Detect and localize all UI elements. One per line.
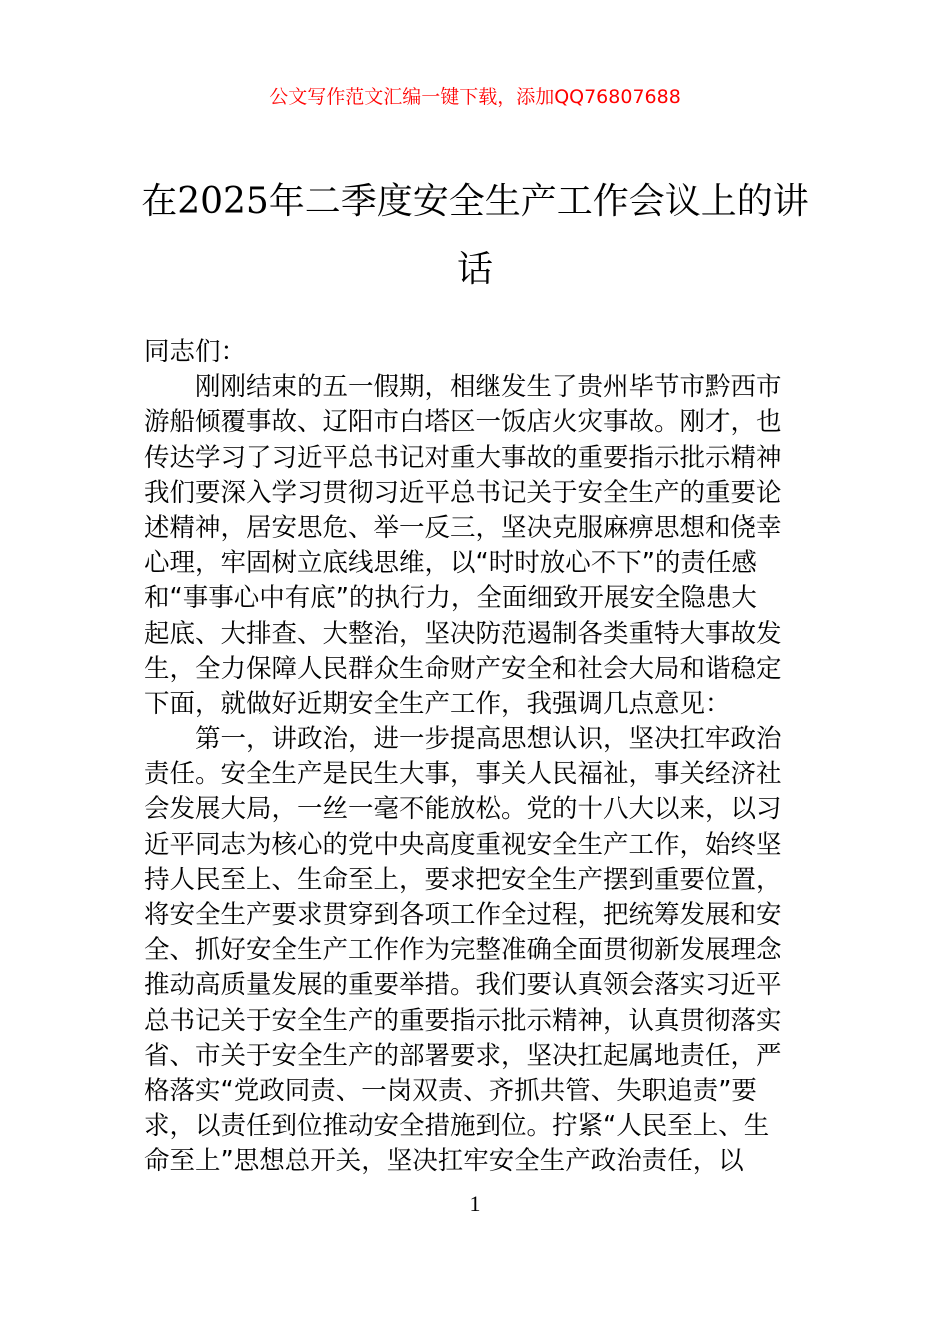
paragraph-line: 起底、大排查、大整治，坚决防范遏制各类重特大事故发 [144,618,782,649]
salutation: 同志们： [144,337,247,367]
paragraph-line: 下面，就做好近期安全生产工作，我强调几点意见： [144,688,731,719]
paragraph-line: 心理，牢固树立底线思维，以“时时放心不下”的责任感 [144,548,757,579]
paragraph-line: 我们要深入学习贯彻习近平总书记关于安全生产的重要论 [144,477,782,508]
paragraph-line: 传达学习了习近平总书记对重大事故的重要指示批示精神 [144,442,782,473]
paragraph-line: 近平同志为核心的党中央高度重视安全生产工作，始终坚 [144,829,782,860]
paragraph-line: 和“事事心中有底”的执行力，全面细致开展安全隐患大 [144,583,757,614]
document-body [144,335,808,1180]
paragraph-line: 总书记关于安全生产的重要指示批示精神，认真贯彻落实 [144,1005,782,1036]
paragraph-line: 将安全生产要求贯穿到各项工作全过程，把统筹发展和安 [144,900,782,930]
paragraph-line: 生，全力保障人民群众生命财产安全和社会大局和谐稳定 [144,653,782,684]
paragraph-line: 求，以责任到位推动安全措施到位。拧紧“人民至上、生 [144,1111,770,1142]
paragraph-line: 格落实“党政同责、一岗双责、齐抓共管、失职追责”要 [144,1075,757,1106]
paragraph-line: 游船倾覆事故、辽阳市白塔区一饭店火灾事故。刚才，也 [144,407,782,438]
paragraph-line: 第一，讲政治，进一步提高思想认识，坚决扛牢政治 [195,724,782,755]
paragraph-line: 推动高质量发展的重要举措。我们要认真领会落实习近平 [144,970,782,1001]
paragraph-line: 省、市关于安全生产的部署要求，坚决扛起属地责任，严 [144,1040,782,1071]
title-line: 话 [456,249,493,290]
paragraph-line: 述精神，居安思危、举一反三，坚决克服麻痹思想和侥幸 [144,512,782,543]
paragraph-line: 持人民至上、生命至上，要求把安全生产摆到重要位置， [144,864,782,895]
paragraph-line: 命至上”思想总开关，坚决扛牢安全生产政治责任，以 [144,1146,744,1177]
paragraph-line: 全、抓好安全生产工作作为完整准确全面贯彻新发展理念 [144,935,782,966]
page-number: 1 [469,1191,481,1216]
paragraph-line: 责任。安全生产是民生大事，事关人民福祉，事关经济社 [144,759,782,790]
title-line: 在2025年二季度安全生产工作会议上的讲 [141,181,809,222]
promo-banner: 公文写作范文汇编一键下载，添加QQ76807688 [269,86,681,108]
paragraph-line: 会发展大局，一丝一毫不能放松。党的十八大以来，以习 [144,794,782,825]
document-title [140,168,810,304]
paragraph-line: 刚刚结束的五一假期，相继发生了贵州毕节市黔西市 [195,372,782,403]
